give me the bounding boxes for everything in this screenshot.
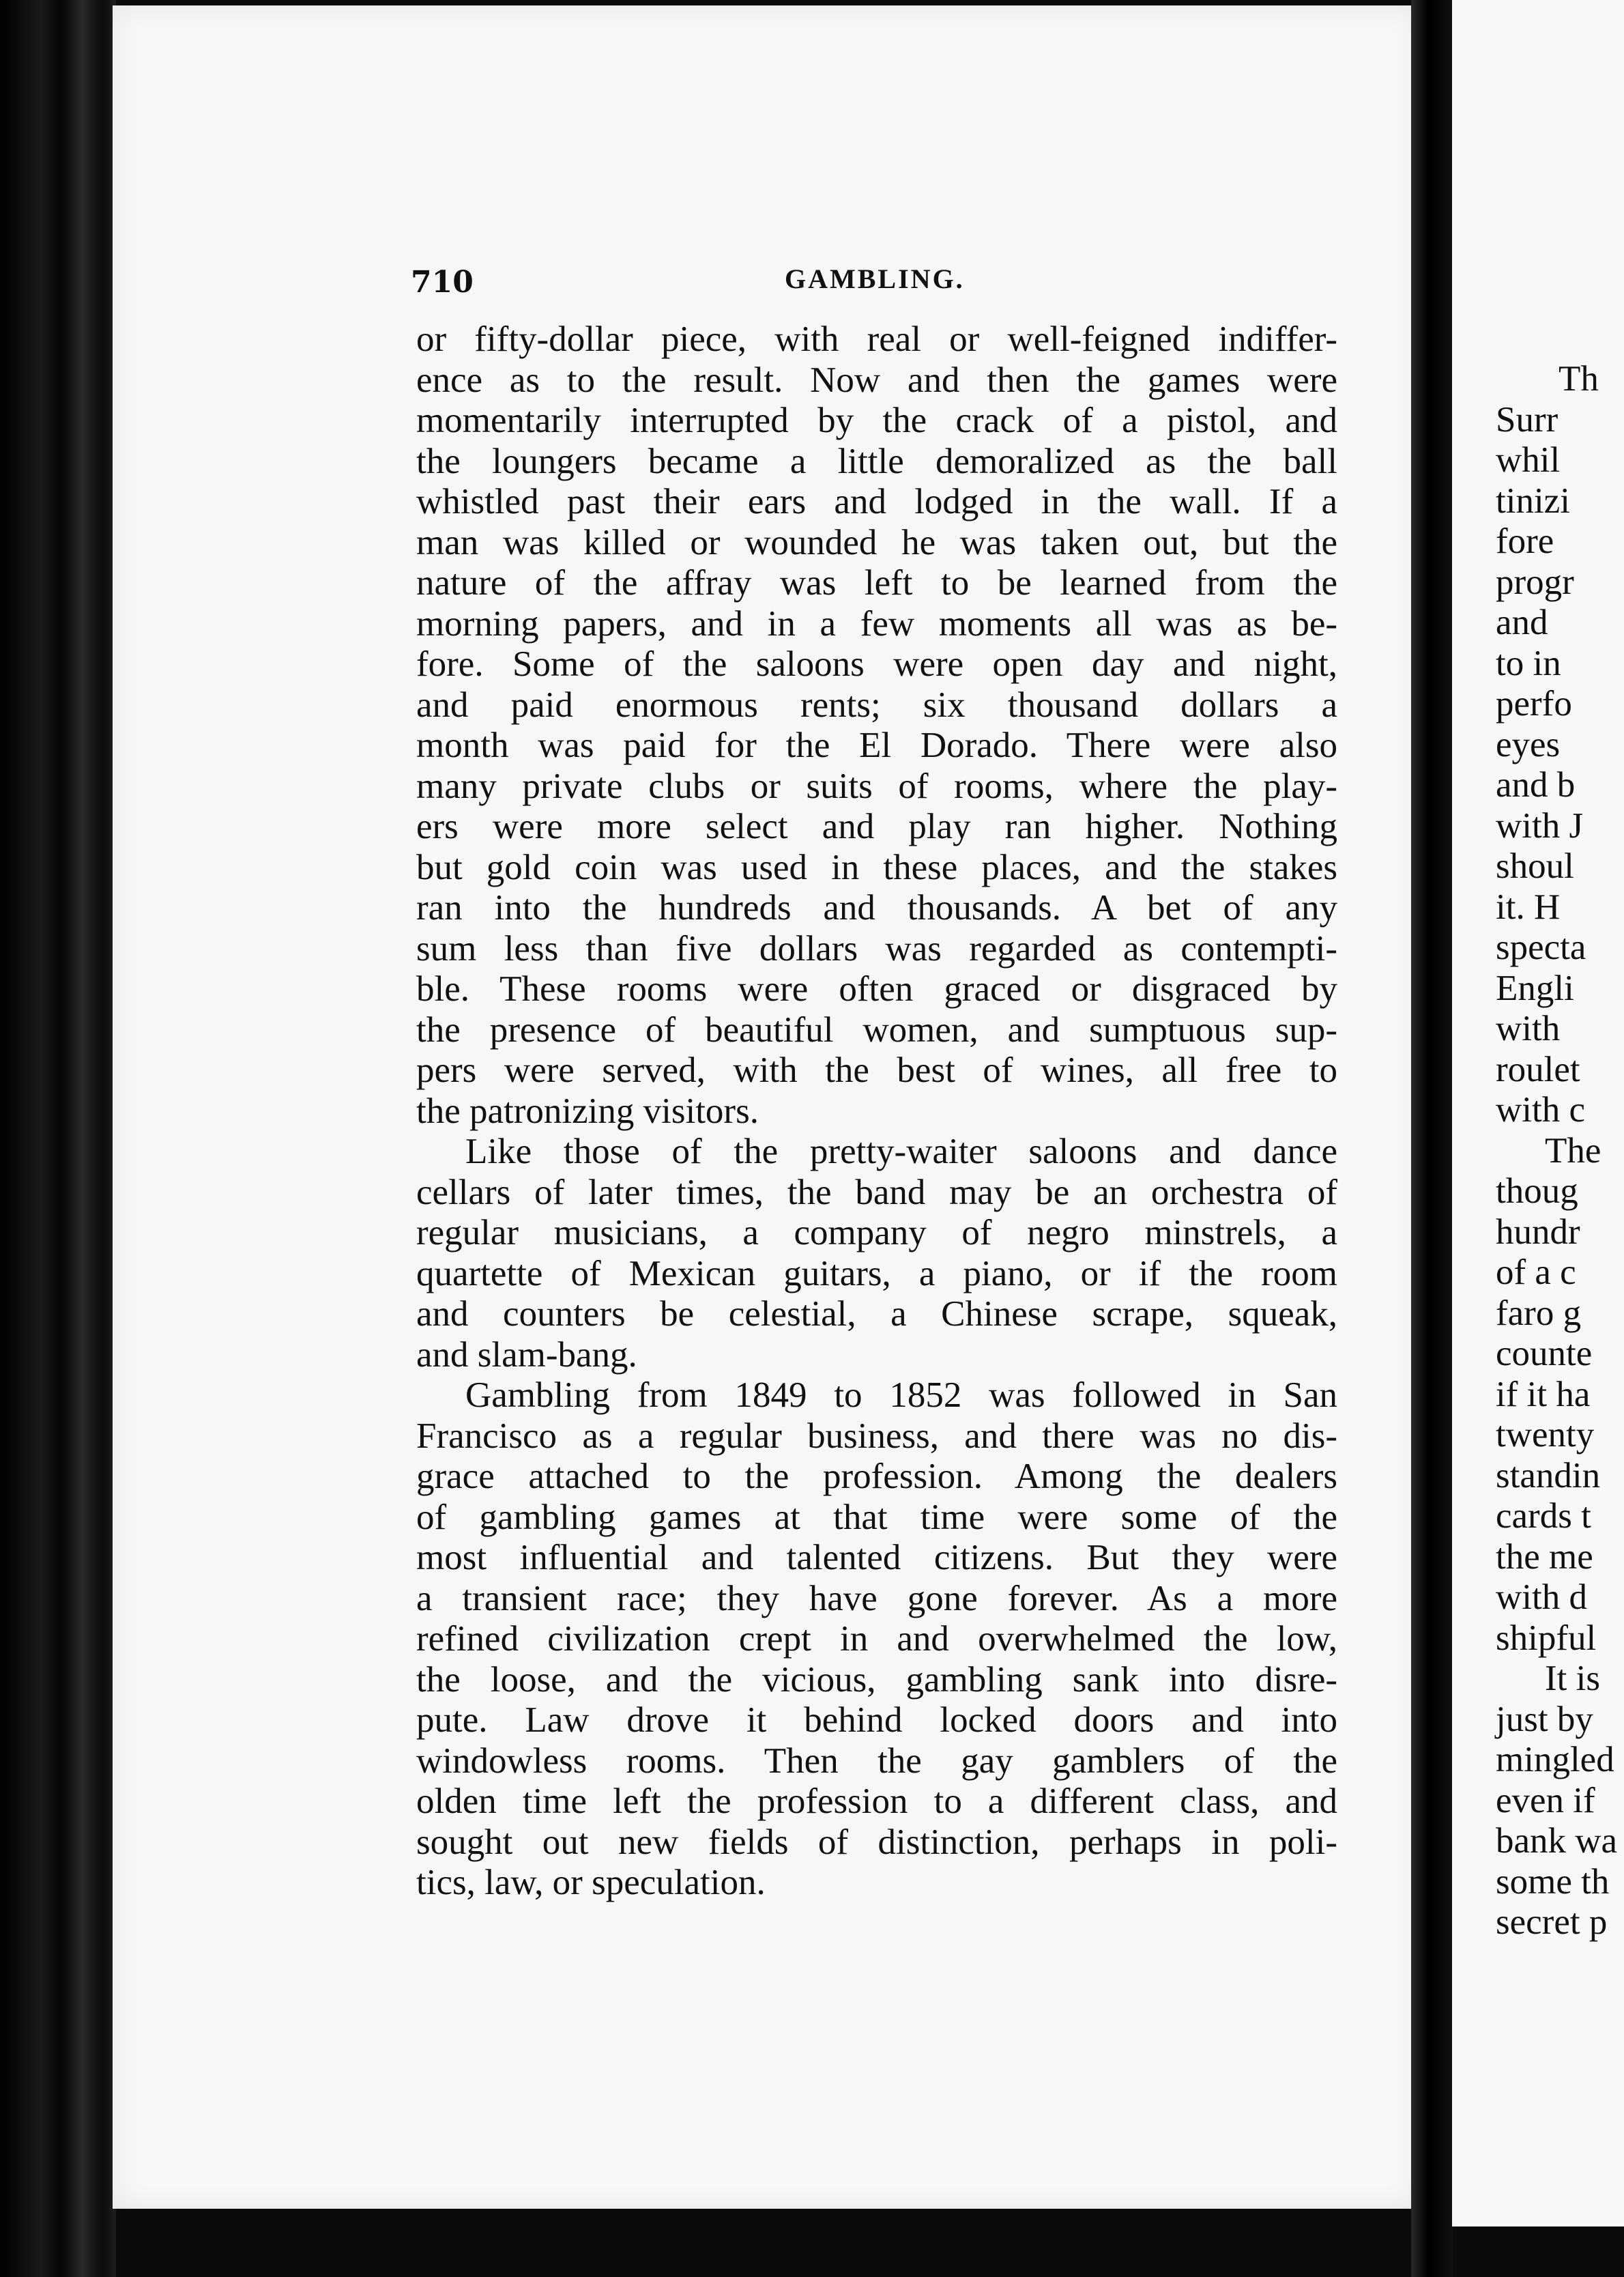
facing-line: with [1496, 1009, 1561, 1048]
text-line: Francisco as a regular business, and there was no dis- [416, 1416, 1337, 1456]
text-line: quartette of Mexican guitars, a piano, or if the room [416, 1253, 1337, 1293]
text-line: refined civilization crept in and overwhelmed the low, [416, 1619, 1337, 1659]
facing-line: of a c [1496, 1252, 1576, 1292]
facing-page-text [1496, 359, 1624, 1943]
facing-line: some th [1496, 1861, 1610, 1902]
text-line: windowless rooms. Then the gay gamblers of the [416, 1741, 1337, 1781]
facing-line: just by [1496, 1699, 1593, 1739]
facing-line: bank wa [1496, 1821, 1618, 1861]
facing-line: The [1545, 1130, 1601, 1171]
text-line: ble. These rooms were often graced or disgraced by [416, 969, 1337, 1009]
text-line: and slam-bang. [416, 1334, 637, 1375]
facing-line: roulet [1496, 1049, 1580, 1089]
text-line: pers were served, with the best of wines, all free to [416, 1050, 1337, 1090]
facing-line: It is [1545, 1659, 1600, 1698]
text-line: of gambling games at that time were some of the [416, 1497, 1337, 1537]
text-line: and counters be celestial, a Chinese scrape, squeak, [416, 1294, 1337, 1334]
facing-line: specta [1496, 928, 1586, 967]
page-number: 710 [411, 265, 474, 300]
facing-line: and b [1496, 765, 1576, 805]
facing-line: faro g [1496, 1293, 1582, 1333]
facing-line: Engli [1496, 968, 1574, 1008]
facing-line: thoug [1496, 1171, 1578, 1211]
facing-line: standin [1496, 1455, 1601, 1495]
text-line: sought out new fields of distinction, perhaps in poli- [416, 1822, 1337, 1862]
text-line: ers were more select and play ran higher. Nothing [416, 807, 1337, 846]
facing-line: fore [1496, 521, 1554, 561]
facing-line: shipful [1496, 1618, 1597, 1658]
text-line: a transient race; they have gone forever. As a more [416, 1578, 1337, 1618]
facing-line: perfo [1496, 684, 1572, 724]
text-line: Like those of the pretty-waiter saloons and dance [465, 1132, 1337, 1171]
text-line: tics, law, or speculation. [416, 1863, 766, 1902]
facing-line: and [1496, 603, 1548, 642]
text-line: the loungers became a little demoralized as the ball [416, 441, 1337, 481]
text-line: ran into the hundreds and thousands. A bet of any [416, 888, 1337, 928]
facing-line: eyes [1496, 724, 1561, 764]
text-line: month was paid for the El Dorado. There were also [416, 726, 1337, 765]
text-line: the patronizing visitors. [416, 1091, 759, 1131]
facing-line: hundr [1496, 1212, 1580, 1252]
facing-line: secret p [1496, 1902, 1608, 1942]
text-line: or fifty-dollar piece, with real or well-feigned indiffer- [416, 319, 1337, 359]
text-line: the loose, and the vicious, gambling sank into disre- [416, 1659, 1337, 1700]
text-line: the presence of beautiful women, and sumptuous sup- [416, 1009, 1337, 1050]
facing-line: Th [1558, 359, 1599, 399]
facing-line: with J [1496, 805, 1584, 846]
text-line: Gambling from 1849 to 1852 was followed in San [465, 1375, 1337, 1415]
facing-line: progr [1496, 562, 1574, 602]
text-line: but gold coin was used in these places, and the stakes [416, 847, 1337, 887]
text-line: morning papers, and in a few moments all was as be- [416, 603, 1337, 644]
text-line: regular musicians, a company of negro minstrels, a [416, 1213, 1337, 1252]
text-line: momentarily interrupted by the crack of a pistol, and [416, 401, 1337, 440]
text-line: ence as to the result. Now and then the games were [416, 360, 1337, 400]
body-text [416, 319, 1337, 1904]
text-line: nature of the affray was left to be learned from the [416, 563, 1337, 603]
text-line: pute. Law drove it behind locked doors and into [416, 1700, 1337, 1740]
text-line: man was killed or wounded he was taken out, but the [416, 522, 1337, 562]
facing-line: with d [1496, 1577, 1587, 1617]
text-line: grace attached to the profession. Among the dealers [416, 1457, 1337, 1496]
facing-line: even if [1496, 1780, 1595, 1820]
facing-line: mingled [1496, 1740, 1614, 1779]
facing-line: cards t [1496, 1496, 1591, 1536]
facing-line: counte [1496, 1334, 1593, 1373]
running-head: GAMBLING. [785, 263, 965, 294]
page-gutter [1411, 0, 1453, 2277]
facing-line: with c [1496, 1090, 1585, 1130]
text-line: many private clubs or suits of rooms, where the play- [416, 766, 1337, 806]
text-line: fore. Some of the saloons were open day and night, [416, 644, 1337, 684]
facing-line: whil [1496, 440, 1561, 480]
facing-line: it. H [1496, 887, 1561, 927]
book-binding [0, 0, 116, 2277]
text-line: and paid enormous rents; six thousand dollars a [416, 685, 1337, 725]
text-line: sum less than five dollars was regarded as contempti- [416, 928, 1337, 969]
facing-line: shoul [1496, 846, 1574, 886]
facing-line: Surr [1496, 399, 1558, 440]
text-line: cellars of later times, the band may be an orchestra of [416, 1172, 1337, 1212]
facing-line: if it ha [1496, 1374, 1591, 1414]
text-line: whistled past their ears and lodged in the wall. If a [416, 482, 1337, 521]
facing-line: the me [1496, 1536, 1593, 1577]
facing-line: twenty [1496, 1415, 1595, 1455]
facing-line: to in [1496, 643, 1561, 683]
text-line: most influential and talented citizens. But they were [416, 1538, 1337, 1577]
text-line: olden time left the profession to a different class, and [416, 1781, 1337, 1821]
facing-line: tinizi [1496, 481, 1570, 521]
